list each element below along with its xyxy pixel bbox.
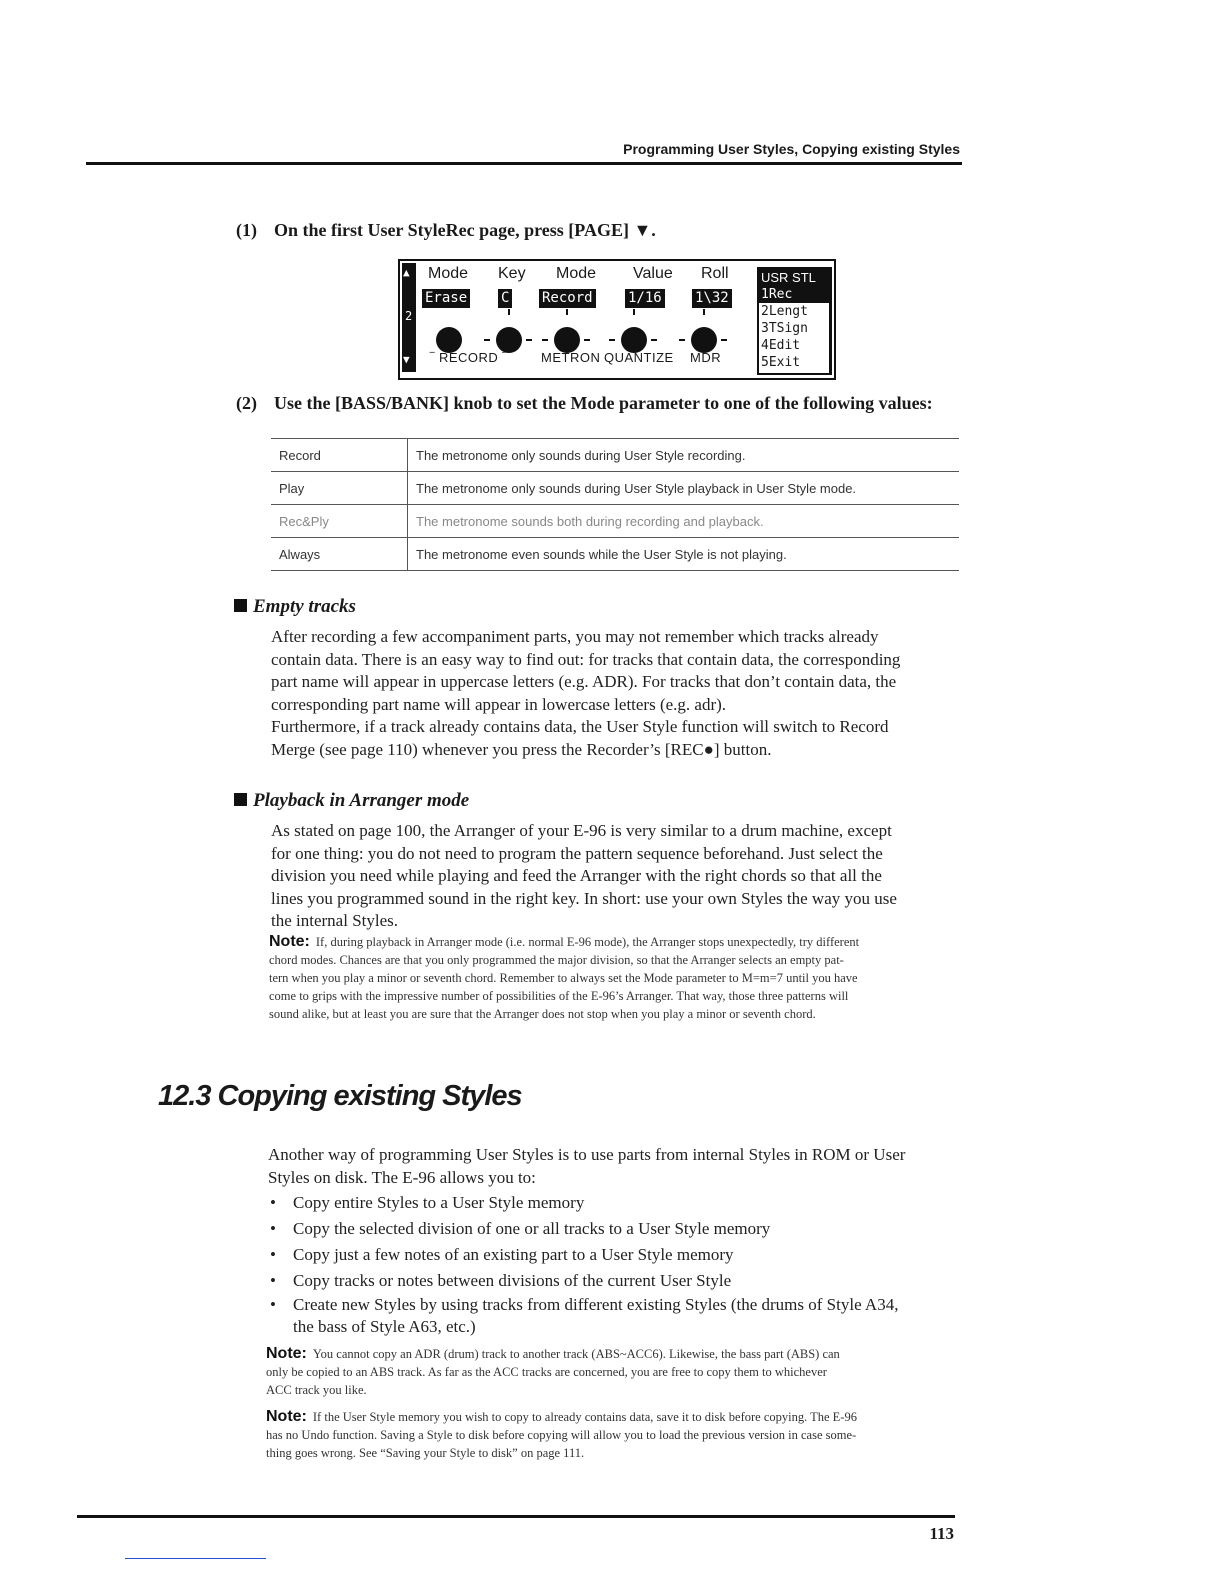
mode-description: The metronome sounds both during recording and playback. [408, 505, 960, 538]
section-title: 12.3 Copying existing Styles [158, 1080, 522, 1112]
text-line: Furthermore, if a track already contains data, the User Style function will switch to Record [271, 717, 889, 737]
table-row [271, 538, 959, 571]
text-line: division you need while playing and feed the Arranger with the right chords so that all the [271, 866, 882, 886]
menu-item-exit: 5Exit [761, 355, 801, 370]
section-heading-empty-tracks: Empty tracks [234, 596, 356, 618]
text-line: Another way of programming User Styles is to use parts from internal Styles in ROM or User [268, 1145, 906, 1164]
knob-dash [584, 339, 590, 341]
mode-table [271, 438, 959, 571]
text-line: tern when you play a minor or seventh chord. Remember to always set the Mode parameter to M=m=7 until you have [269, 971, 858, 985]
menu-item-edit: 4Edit [761, 338, 801, 353]
lcd-value-quantize: 1/16 [625, 289, 665, 308]
mode-name: Rec&Ply [271, 505, 408, 538]
knob-tick [703, 309, 705, 315]
knob-tick [633, 309, 635, 315]
lcd-header-roll: Roll [701, 265, 729, 282]
lcd-page-number: 2 [405, 309, 413, 323]
lcd-header-value: Value [633, 265, 673, 282]
page-down-icon: ▼ [403, 353, 410, 366]
step-1 [236, 220, 656, 241]
mode-name: Record [271, 439, 408, 472]
step-2-text: Use the [BASS/BANK] knob to set the Mode parameter to one of the following values: [274, 393, 933, 413]
note-label: Note: [266, 1408, 307, 1425]
text-line: As stated on page 100, the Arranger of your E-96 is very similar to a drum machine, except [271, 821, 892, 840]
step-2-number: (2) [236, 393, 257, 413]
text-line: chord modes. Chances are that you only programmed the major division, so that the Arranger selects an empty pat- [269, 953, 844, 967]
text-line: ACC track you like. [266, 1383, 367, 1397]
mode-name: Play [271, 472, 408, 505]
text-line: lines you programmed sound in the right key. In short: use your own Styles the way you use [271, 888, 897, 908]
text-line: part name will appear in uppercase letters (e.g. ADR). For tracks that don’t contain data, the [271, 672, 897, 692]
knob-dash [609, 339, 615, 341]
lcd-footer-record: ‾ RECORD ‾ [430, 350, 508, 365]
text-line: Note: If, during playback in Arranger mode (i.e. normal E-96 mode), the Arranger stops unexpectedly, try different [269, 933, 860, 950]
text-line: come to grips with the impressive number of possibilities of the E-96’s Arranger. That way, those three patterns will [269, 989, 849, 1003]
knob-dash [526, 339, 532, 341]
text-line: contain data. There is an easy way to find out: for tracks that contain data, the corresponding [271, 649, 901, 669]
lcd-footer-metron: METRON [541, 350, 601, 365]
bullet-icon: • [270, 1295, 276, 1314]
text-line: Note: If the User Style memory you wish to copy to already contains data, save it to disk before copying. The E-96 [266, 1408, 857, 1425]
step-2 [236, 393, 933, 414]
knob-tick [508, 309, 510, 315]
text-line: the internal Styles. [271, 911, 399, 931]
list-item: • Copy entire Styles to a User Style memory [270, 1190, 970, 1216]
playback-note [269, 933, 969, 1023]
lcd-side-menu [757, 267, 832, 375]
table-row [271, 439, 959, 472]
lcd-value-erase: Erase [422, 289, 470, 308]
knob-tick [566, 309, 568, 315]
step-1-number: (1) [236, 220, 257, 240]
mode-description: The metronome only sounds during User Style recording. [408, 439, 960, 472]
list-item: • Copy just a few notes of an existing part to a User Style memory [270, 1242, 970, 1268]
lcd-header-key: Key [498, 265, 526, 282]
step-1-text: On the first User StyleRec page, press [PAGE] ▼. [274, 220, 656, 240]
table-row [271, 505, 959, 538]
copy-options-list [270, 1190, 970, 1338]
copy-note-2 [266, 1408, 966, 1462]
list-item-continuation: the bass of Style A63, etc.) [293, 1317, 476, 1336]
text-line: sound alike, but at least you are sure that the Arranger does not stop when you play a minor or seventh chord. [269, 1007, 816, 1021]
knob-dash [484, 339, 490, 341]
text-line: Styles on disk. The E-96 allows you to: [268, 1167, 536, 1187]
menu-item-length: 2Lengt [761, 304, 808, 319]
lcd-value-record: Record [539, 289, 596, 308]
running-header: Programming User Styles, Copying existing Styles [623, 141, 960, 157]
section-intro [268, 1144, 968, 1189]
lcd-header-mode: Mode [428, 265, 469, 282]
page-number: 113 [929, 1524, 954, 1543]
text-line: for one thing: you do not need to program the pattern sequence beforehand. Just select the [271, 843, 883, 863]
note-label: Note: [266, 1345, 307, 1362]
lcd-value-roll: 1\32 [692, 289, 732, 308]
text-line: After recording a few accompaniment parts, you may not remember which tracks already [271, 627, 879, 646]
bullet-icon: • [270, 1219, 276, 1238]
knob-dash [679, 339, 685, 341]
header-rule [86, 162, 962, 165]
lcd-header-mode-2: Mode [556, 265, 597, 282]
page-up-icon: ▲ [403, 266, 410, 279]
knob-dash [542, 339, 548, 341]
menu-item-tsign: 3TSign [761, 321, 808, 336]
knob-dash [721, 339, 727, 341]
note-label: Note: [269, 933, 310, 950]
text-line: has no Undo function. Saving a Style to disk before copying will allow you to load the previous version in case some- [266, 1428, 857, 1442]
scan-artifact-line [125, 1558, 266, 1559]
text-line: Merge (see page 110) whenever you press the Recorder’s [REC●] button. [271, 739, 772, 759]
lcd-footer-mdr: MDR [690, 350, 722, 365]
table-row [271, 472, 959, 505]
square-bullet-icon [234, 793, 247, 806]
mode-description: The metronome only sounds during User Style playback in User Style mode. [408, 472, 960, 505]
empty-tracks-body [271, 626, 971, 762]
mode-description: The metronome even sounds while the User Style is not playing. [408, 538, 960, 571]
text-line: thing goes wrong. See “Saving your Style to disk” on page 111. [266, 1446, 585, 1460]
footer-rule [77, 1515, 955, 1518]
knob-dash [651, 339, 657, 341]
playback-body [271, 820, 971, 933]
text-line: corresponding part name will appear in lowercase letters (e.g. adr). [271, 694, 727, 714]
menu-item-rec: 1Rec [759, 286, 829, 303]
text-line: Note: You cannot copy an ADR (drum) track to another track (ABS~ACC6). Likewise, the bass part (ABS) can [266, 1345, 840, 1362]
menu-title: USR STL [759, 269, 829, 286]
lcd-footer-quantize: QUANTIZE [604, 350, 674, 365]
list-item: • Copy tracks or notes between divisions of the current User Style [270, 1268, 970, 1294]
bullet-icon: • [270, 1193, 276, 1212]
square-bullet-icon [234, 599, 247, 612]
list-item: • Create new Styles by using tracks from different existing Styles (the drums of Style A34, [270, 1295, 899, 1314]
lcd-value-key: C [498, 289, 512, 308]
list-item: • Copy the selected division of one or all tracks to a User Style memory [270, 1216, 970, 1242]
lcd-screen [398, 259, 836, 380]
mode-name: Always [271, 538, 408, 571]
copy-note-1 [266, 1345, 966, 1399]
bullet-icon: • [270, 1271, 276, 1290]
section-heading-playback: Playback in Arranger mode [234, 790, 469, 812]
bullet-icon: • [270, 1245, 276, 1264]
text-line: only be copied to an ABS track. As far as the ACC tracks are concerned, you are free to copy them to whichever [266, 1365, 827, 1379]
